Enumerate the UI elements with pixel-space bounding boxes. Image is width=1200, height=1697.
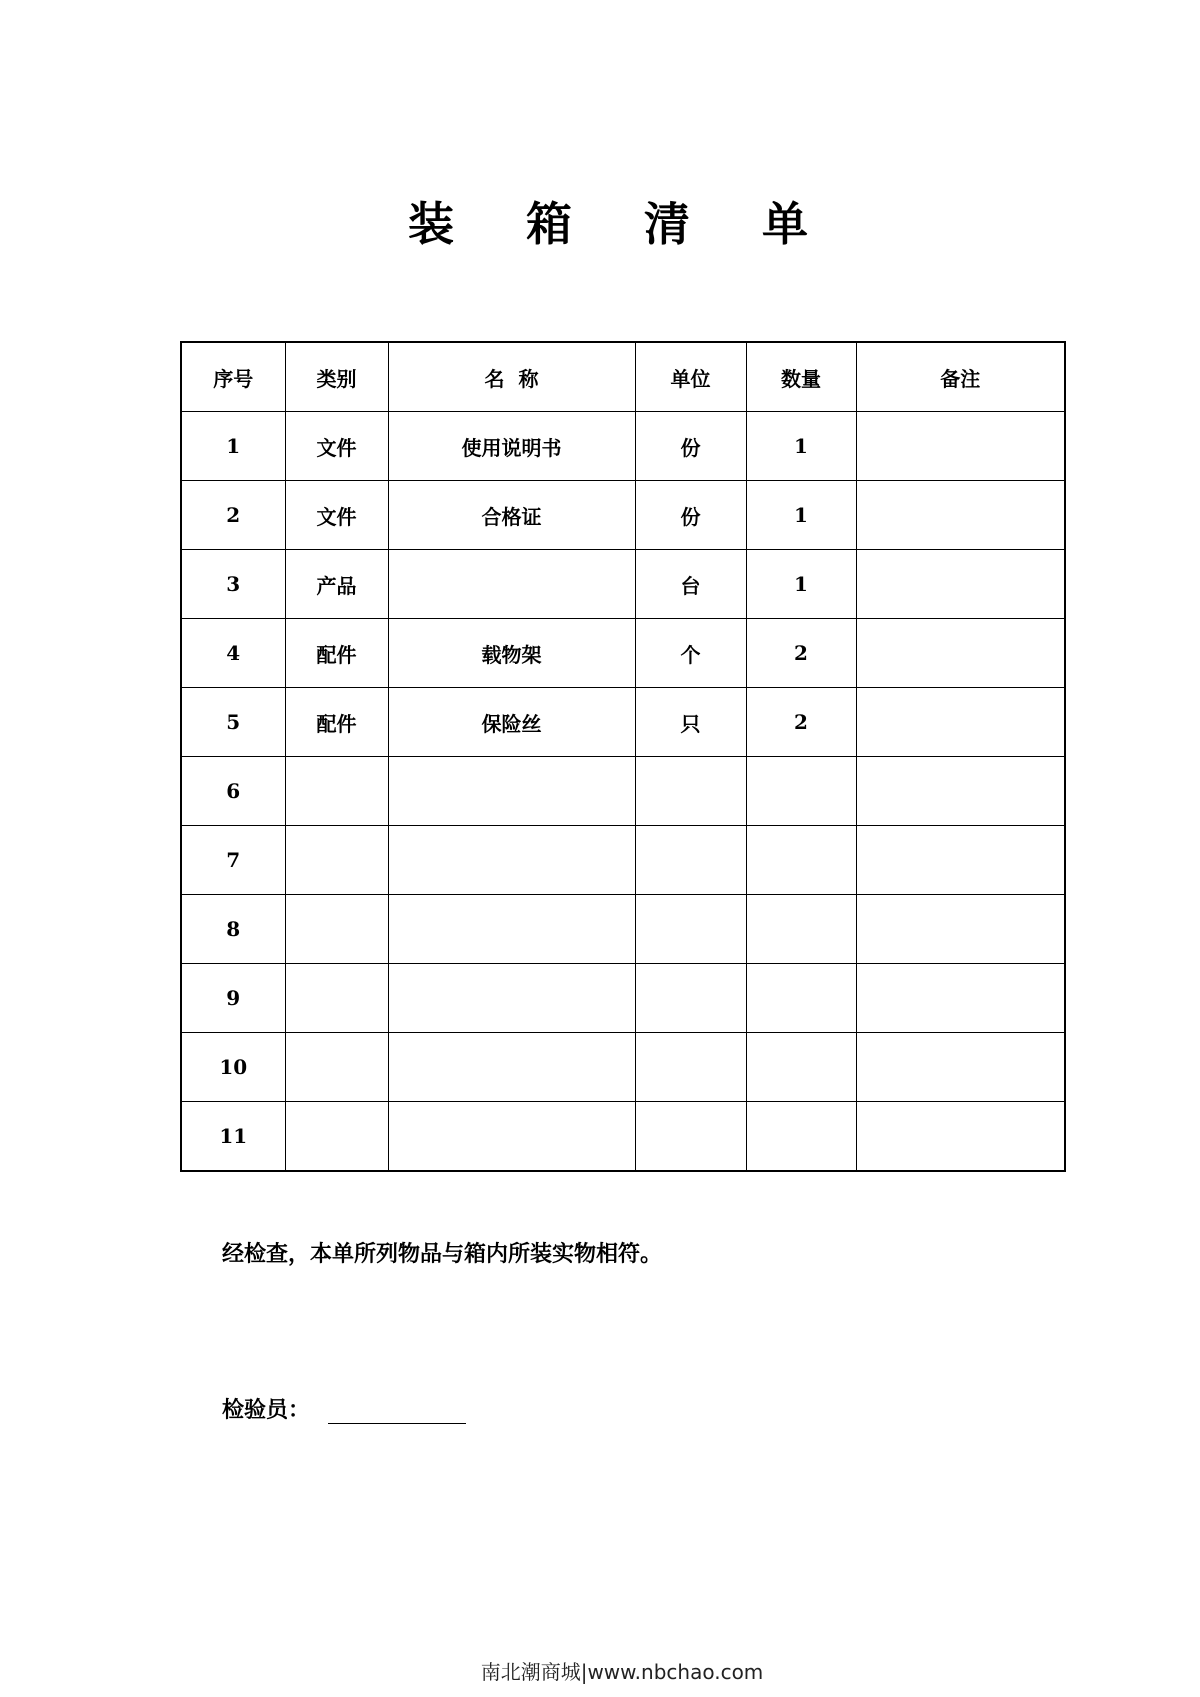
cell-qty	[746, 1102, 856, 1172]
cell-no: 1	[181, 412, 285, 481]
cell-category: 文件	[285, 412, 388, 481]
cell-qty: 1	[746, 412, 856, 481]
cell-unit: 个	[635, 619, 746, 688]
table-row	[181, 550, 1065, 619]
cell-category	[285, 1102, 388, 1172]
cell-no: 3	[181, 550, 285, 619]
cell-no: 5	[181, 688, 285, 757]
cell-no: 7	[181, 826, 285, 895]
cell-unit	[635, 964, 746, 1033]
cell-category	[285, 757, 388, 826]
cell-name	[388, 1102, 635, 1172]
cell-unit	[635, 1033, 746, 1102]
table-row	[181, 757, 1065, 826]
table-header-row	[181, 342, 1065, 412]
cell-no: 8	[181, 895, 285, 964]
table-row	[181, 826, 1065, 895]
cell-name	[388, 826, 635, 895]
cell-no: 9	[181, 964, 285, 1033]
inspector-label: 检验员：	[222, 1397, 311, 1423]
document-title: 装 箱 清 单	[407, 197, 837, 251]
cell-unit: 份	[635, 481, 746, 550]
cell-remark	[856, 1033, 1065, 1102]
cell-qty	[746, 826, 856, 895]
cell-remark	[856, 895, 1065, 964]
cell-unit: 份	[635, 412, 746, 481]
cell-unit	[635, 895, 746, 964]
table-row	[181, 619, 1065, 688]
table-row	[181, 481, 1065, 550]
cell-remark	[856, 550, 1065, 619]
table-row	[181, 688, 1065, 757]
cell-qty: 2	[746, 688, 856, 757]
packing-list-table	[180, 341, 1066, 1172]
signature-line	[328, 1399, 466, 1424]
cell-remark	[856, 688, 1065, 757]
header-category: 类别	[285, 342, 388, 412]
cell-unit	[635, 826, 746, 895]
cell-name	[388, 757, 635, 826]
cell-category	[285, 895, 388, 964]
cell-qty: 1	[746, 481, 856, 550]
cell-remark	[856, 481, 1065, 550]
cell-remark	[856, 1102, 1065, 1172]
cell-name: 保险丝	[388, 688, 635, 757]
cell-remark	[856, 757, 1065, 826]
cell-name	[388, 550, 635, 619]
cell-unit: 台	[635, 550, 746, 619]
cell-name	[388, 895, 635, 964]
cell-category: 文件	[285, 481, 388, 550]
cell-category: 配件	[285, 688, 388, 757]
cell-no: 2	[181, 481, 285, 550]
cell-category	[285, 964, 388, 1033]
header-remark: 备注	[856, 342, 1065, 412]
cell-qty	[746, 964, 856, 1033]
cell-no: 6	[181, 757, 285, 826]
cell-remark	[856, 964, 1065, 1033]
cell-unit	[635, 1102, 746, 1172]
cell-no: 4	[181, 619, 285, 688]
cell-name: 合格证	[388, 481, 635, 550]
cell-category	[285, 1033, 388, 1102]
cell-name	[388, 1033, 635, 1102]
cell-name: 使用说明书	[388, 412, 635, 481]
cell-unit	[635, 757, 746, 826]
cell-qty: 1	[746, 550, 856, 619]
cell-category: 产品	[285, 550, 388, 619]
table-row	[181, 1102, 1065, 1172]
header-unit: 单位	[635, 342, 746, 412]
cell-name: 载物架	[388, 619, 635, 688]
inspector-signature-block	[222, 1393, 466, 1424]
cell-no: 10	[181, 1033, 285, 1102]
cell-qty	[746, 757, 856, 826]
cell-no: 11	[181, 1102, 285, 1172]
cell-qty	[746, 895, 856, 964]
table-row	[181, 895, 1065, 964]
cell-qty: 2	[746, 619, 856, 688]
header-no: 序号	[181, 342, 285, 412]
cell-qty	[746, 1033, 856, 1102]
cell-unit: 只	[635, 688, 746, 757]
header-qty: 数量	[746, 342, 856, 412]
cell-category	[285, 826, 388, 895]
table-row	[181, 964, 1065, 1033]
cell-remark	[856, 619, 1065, 688]
cell-remark	[856, 412, 1065, 481]
cell-category: 配件	[285, 619, 388, 688]
table-row	[181, 1033, 1065, 1102]
table-row	[181, 412, 1065, 481]
cell-name	[388, 964, 635, 1033]
cell-remark	[856, 826, 1065, 895]
footer-watermark: 南北潮商城|www.nbchao.com	[480, 1660, 764, 1684]
header-name: 名 称	[388, 342, 635, 412]
inspection-statement: 经检查，本单所列物品与箱内所装实物相符。	[222, 1241, 663, 1267]
